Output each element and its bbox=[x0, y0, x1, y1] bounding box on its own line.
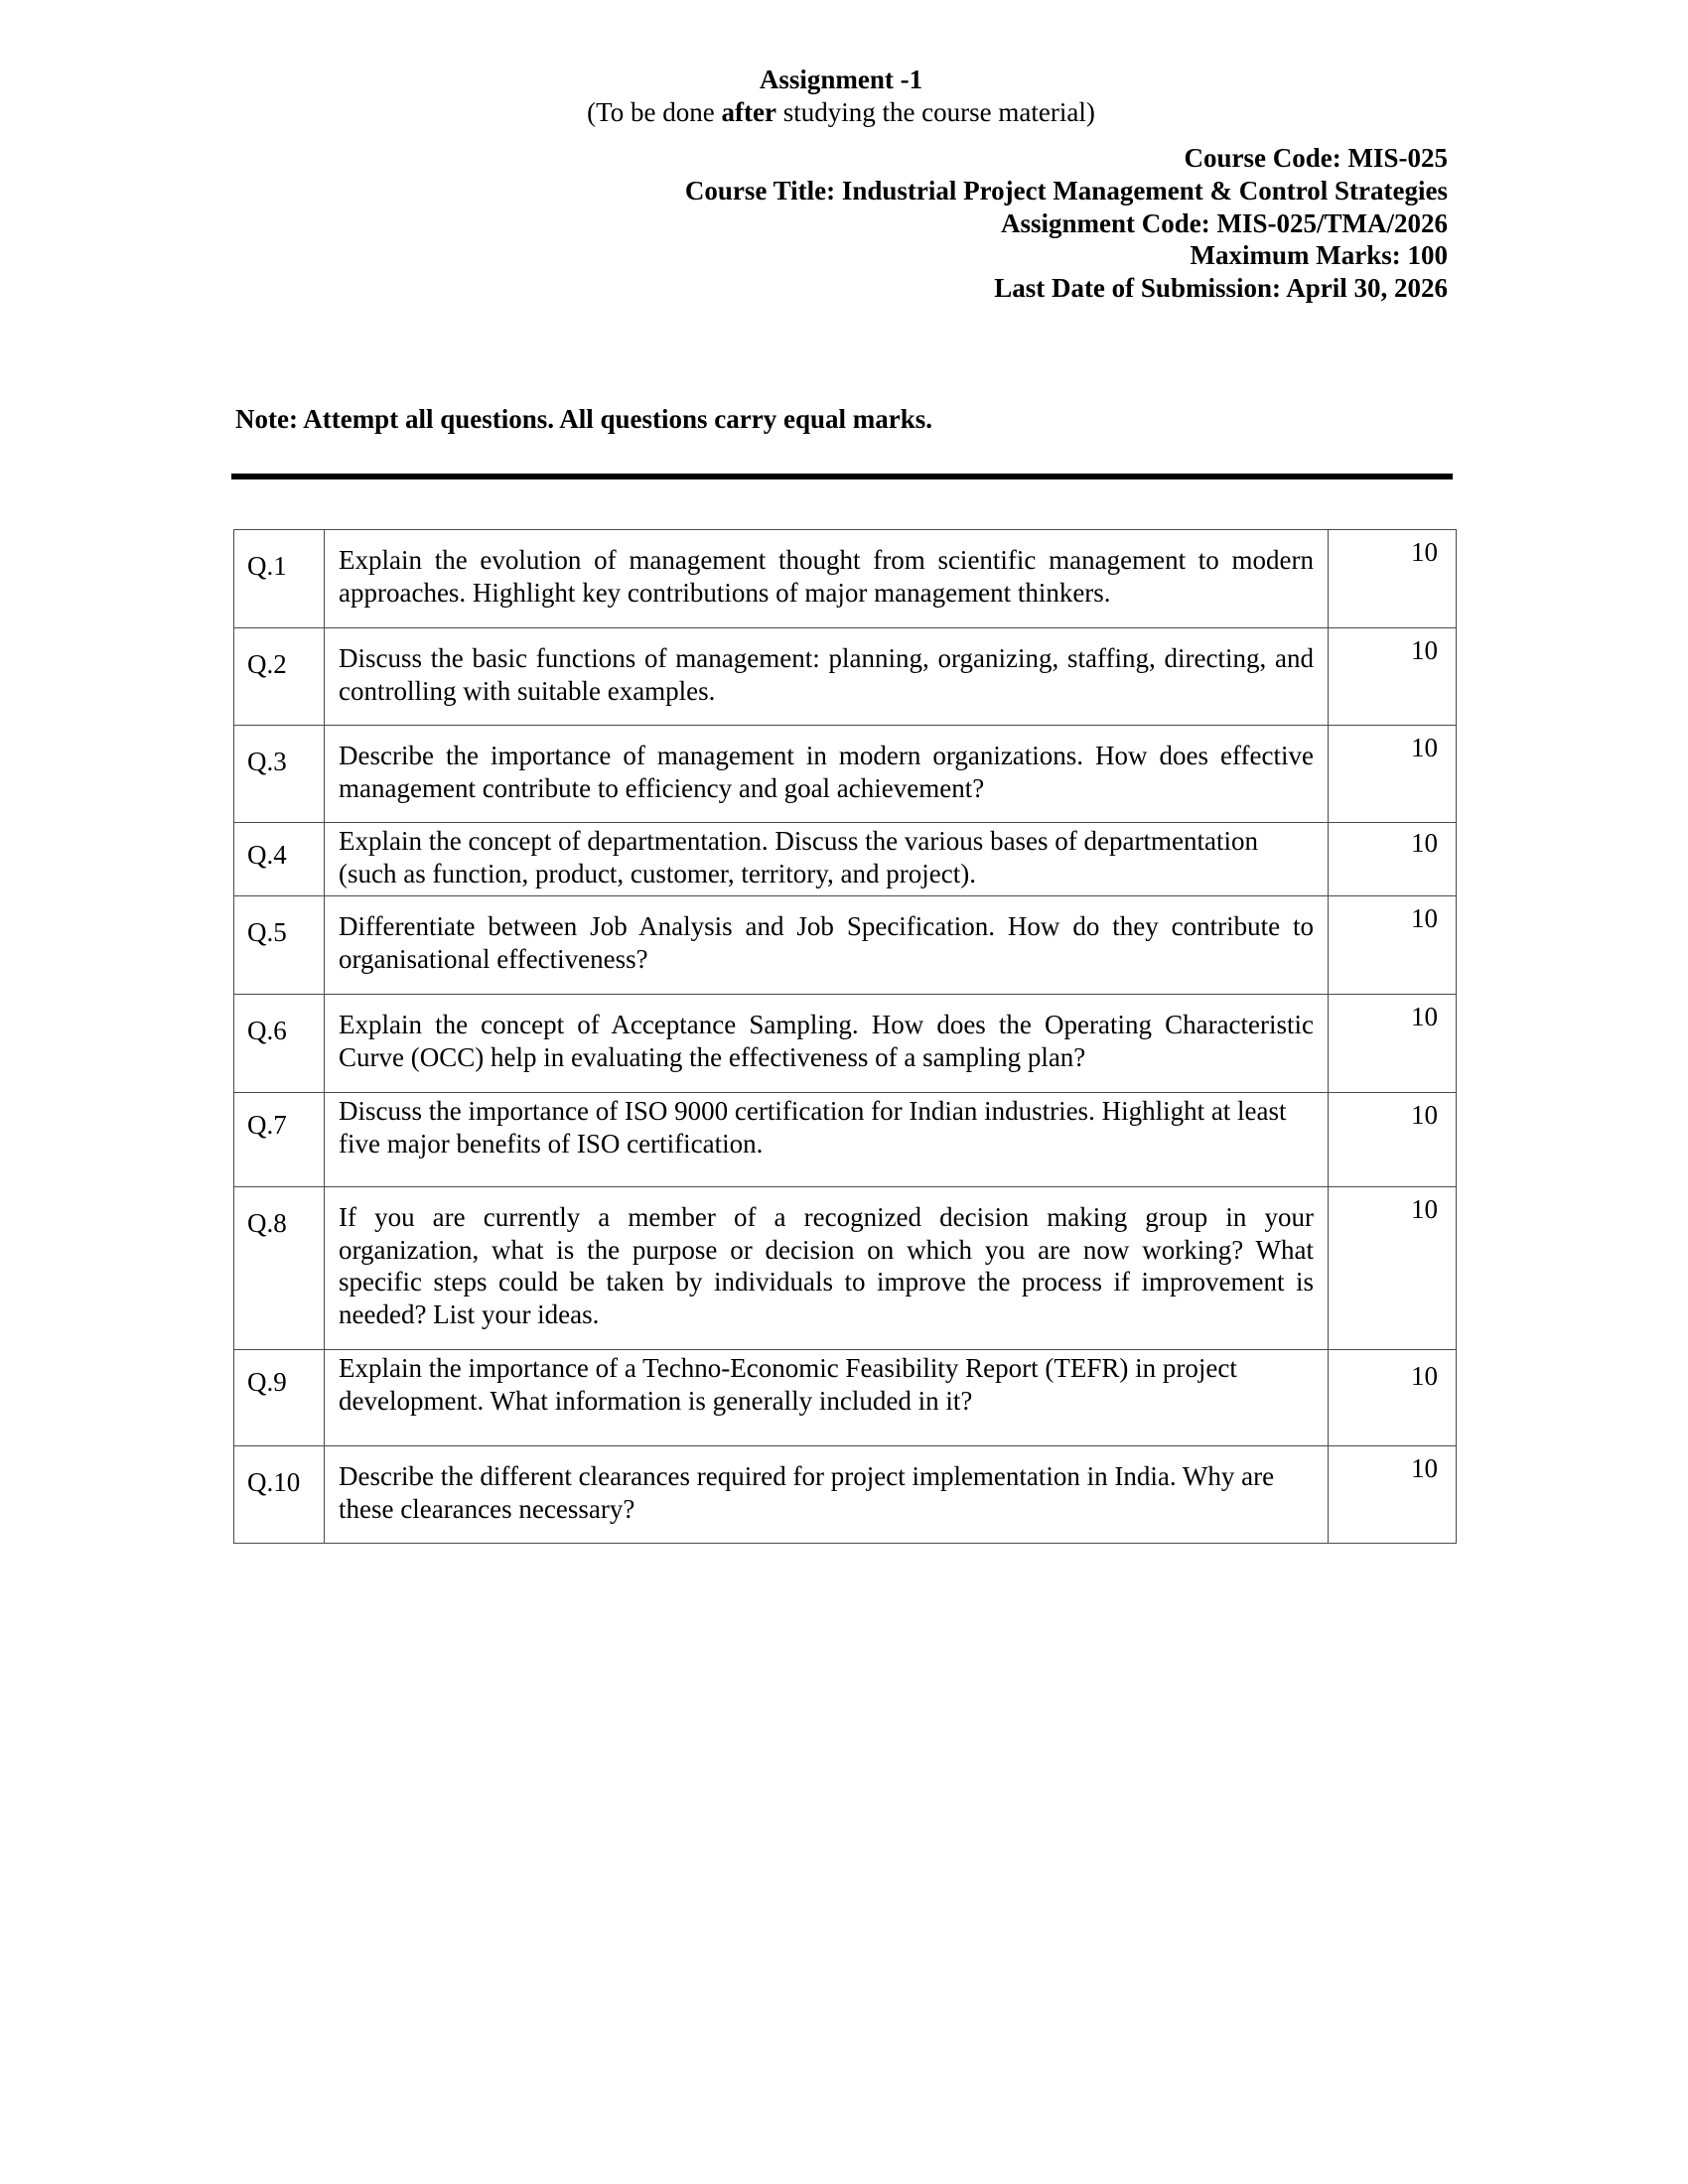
table-row bbox=[234, 530, 1457, 628]
question-number: Q.2 bbox=[234, 628, 325, 726]
table-row bbox=[234, 726, 1457, 823]
table-row bbox=[234, 995, 1457, 1093]
submission-deadline: Last Date of Submission: April 30, 2026 bbox=[994, 273, 1448, 304]
question-text: Explain the evolution of management thought from scientific management to modern approaches. Highlight key contributions of major management thinkers. bbox=[325, 530, 1329, 628]
horizontal-rule bbox=[231, 474, 1453, 479]
question-text: Explain the concept of Acceptance Sampling. How does the Operating Characteristic Curve (OCC) help in evaluating the effectiveness of a sampling plan? bbox=[325, 995, 1329, 1093]
assignment-code: Assignment Code: MIS-025/TMA/2026 bbox=[1001, 207, 1448, 238]
course-code: Course Code: MIS-025 bbox=[1184, 143, 1448, 173]
table-row bbox=[234, 823, 1457, 896]
question-marks: 10 bbox=[1329, 995, 1457, 1093]
course-meta-block bbox=[685, 142, 1448, 305]
question-marks: 10 bbox=[1329, 823, 1457, 896]
table-row bbox=[234, 1446, 1457, 1544]
question-marks: 10 bbox=[1329, 530, 1457, 628]
subtitle-suffix: studying the course material) bbox=[775, 97, 1095, 127]
table-row bbox=[234, 1093, 1457, 1187]
table-row bbox=[234, 1187, 1457, 1350]
question-number: Q.9 bbox=[234, 1350, 325, 1446]
question-marks: 10 bbox=[1329, 726, 1457, 823]
table-row bbox=[234, 628, 1457, 726]
questions-table bbox=[233, 529, 1457, 1544]
question-number: Q.3 bbox=[234, 726, 325, 823]
question-text: Differentiate between Job Analysis and Job Specification. How do they contribute to organisational effectiveness? bbox=[325, 896, 1329, 995]
question-marks: 10 bbox=[1329, 1187, 1457, 1350]
course-title: Course Title: Industrial Project Management & Control Strategies bbox=[684, 175, 1448, 205]
question-marks: 10 bbox=[1329, 1446, 1457, 1544]
question-number: Q.6 bbox=[234, 995, 325, 1093]
table-row bbox=[234, 896, 1457, 995]
question-number: Q.5 bbox=[234, 896, 325, 995]
question-marks: 10 bbox=[1329, 628, 1457, 726]
maximum-marks: Maximum Marks: 100 bbox=[1190, 240, 1448, 271]
question-number: Q.4 bbox=[234, 823, 325, 896]
question-text: If you are currently a member of a recognized decision making group in your organization, what is the purpose or decision on which you are now working? What specific steps could be taken by individuals to improve the process if improvement is needed? List your ideas. bbox=[325, 1187, 1329, 1350]
question-text: Describe the different clearances required for project implementation in India. Why are these clearances necessary? bbox=[325, 1446, 1329, 1544]
question-number: Q.7 bbox=[234, 1093, 325, 1187]
question-text: Discuss the basic functions of management: planning, organizing, staffing, directing, and controlling with suitable examples. bbox=[325, 628, 1329, 726]
subtitle-prefix: (To be done bbox=[587, 97, 722, 127]
question-marks: 10 bbox=[1329, 1093, 1457, 1187]
question-text: Explain the concept of departmentation. Discuss the various bases of departmentation (such as function, product, customer, territory, and project). bbox=[325, 823, 1329, 896]
question-number: Q.10 bbox=[234, 1446, 325, 1544]
instructions-note: Note: Attempt all questions. All questions carry equal marks. bbox=[235, 404, 932, 434]
question-text: Describe the importance of management in modern organizations. How does effective management contribute to efficiency and goal achievement? bbox=[325, 726, 1329, 823]
question-marks: 10 bbox=[1329, 896, 1457, 995]
assignment-subtitle bbox=[0, 96, 1682, 128]
question-number: Q.1 bbox=[234, 530, 325, 628]
table-row bbox=[234, 1350, 1457, 1446]
question-marks: 10 bbox=[1329, 1350, 1457, 1446]
question-number: Q.8 bbox=[234, 1187, 325, 1350]
question-text: Explain the importance of a Techno-Economic Feasibility Report (TEFR) in project development. What information is generally included in it? bbox=[325, 1350, 1329, 1446]
assignment-title: Assignment -1 bbox=[759, 65, 923, 94]
question-text: Discuss the importance of ISO 9000 certification for Indian industries. Highlight at least five major benefits of ISO certification. bbox=[325, 1093, 1329, 1187]
subtitle-emphasis: after bbox=[721, 97, 776, 127]
